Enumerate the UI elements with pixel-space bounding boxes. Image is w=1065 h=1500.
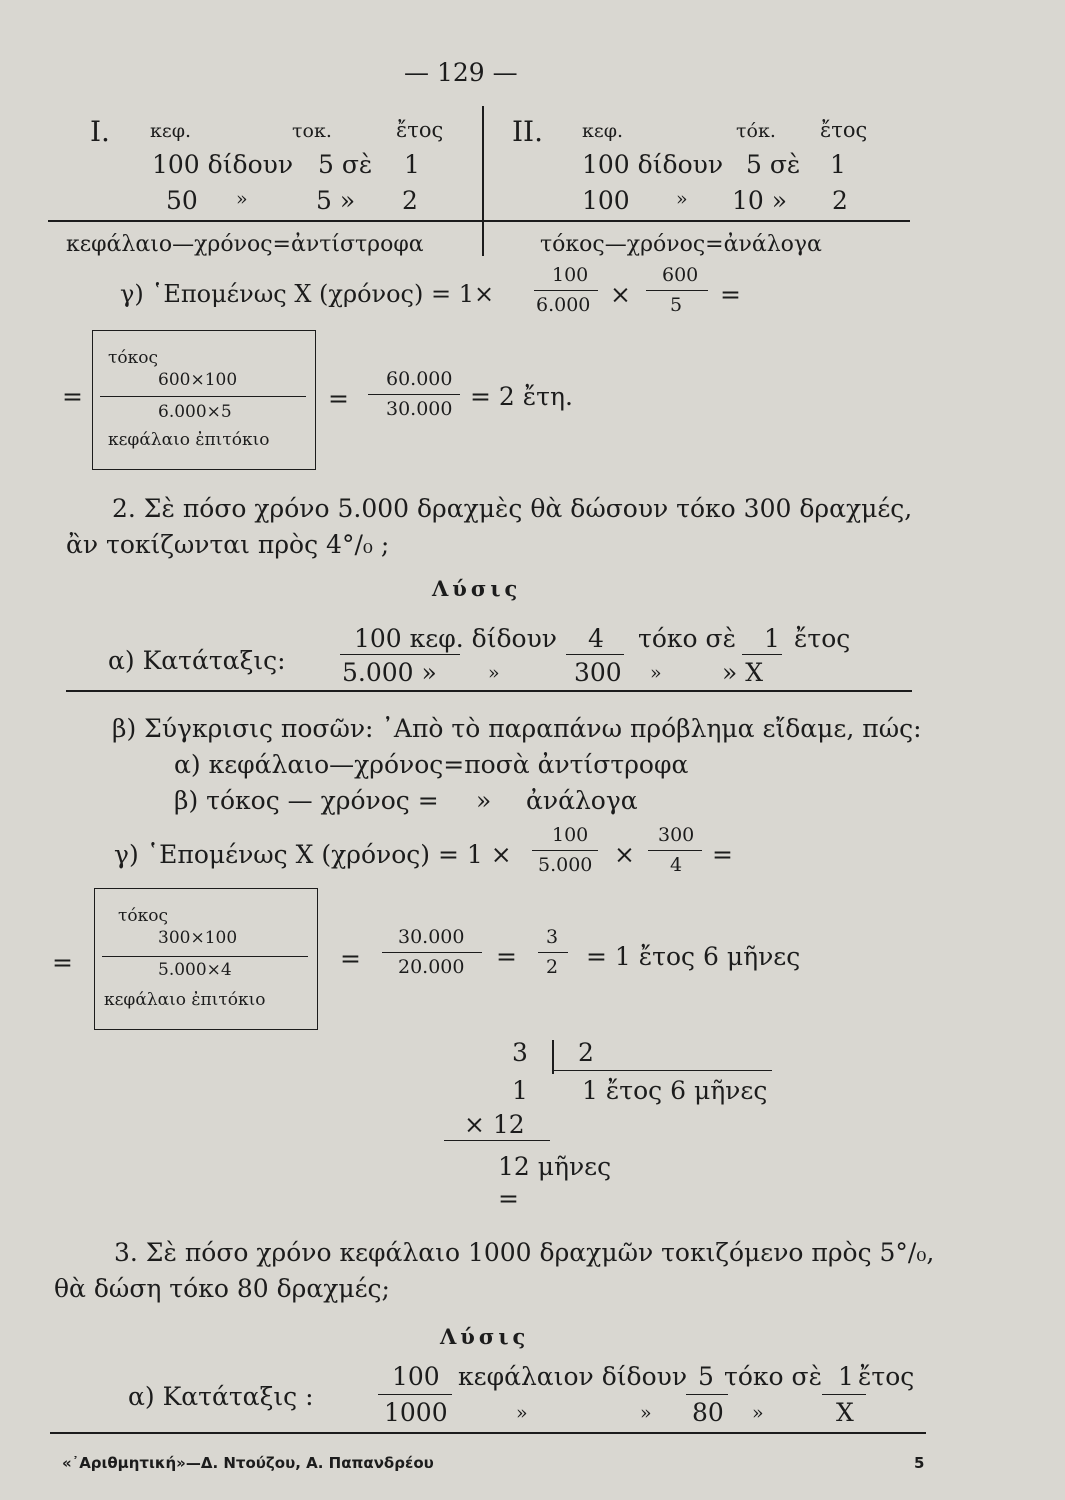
division-quotient: 1 ἔτος 6 μῆνες bbox=[582, 1076, 768, 1105]
table-right-numeral: II. bbox=[512, 115, 544, 148]
example1-frac2-den: 5 bbox=[670, 294, 683, 316]
division-quotient-bar bbox=[552, 1070, 772, 1071]
problem2-gamma-frac1-num: 100 bbox=[552, 824, 589, 846]
example1-frac2-num: 600 bbox=[662, 264, 699, 286]
table-left-header-tok: τοκ. bbox=[292, 120, 332, 142]
table-left-row1-a: 100 δίδουν bbox=[152, 150, 294, 179]
example2-frac1-bar bbox=[382, 952, 482, 953]
problem2-line1: 2. Σὲ πόσο χρόνο 5.000 δραχμὲς θὰ δώσουν τόκο 300 δραχμές, bbox=[112, 494, 913, 523]
problem2-gamma-frac2-bar bbox=[648, 850, 702, 851]
table-vertical-divider bbox=[482, 106, 484, 256]
problem3-row1-d: τόκο σὲ bbox=[724, 1362, 822, 1391]
problem3-solution-title: Λύσις bbox=[440, 1324, 530, 1349]
formula-box-num: 600×100 bbox=[158, 370, 238, 390]
problem2-gamma-eq: = bbox=[712, 840, 733, 869]
table-left-numeral: I. bbox=[90, 115, 110, 148]
page-number: — 129 — bbox=[404, 58, 518, 87]
problem2-row1-a: 100 κεφ. δίδουν bbox=[354, 624, 557, 653]
problem2-row2-e: » X bbox=[722, 658, 764, 687]
example1-times: × bbox=[610, 280, 631, 309]
table-right-row2-b: » bbox=[676, 188, 688, 210]
problem2-line2: ἂν τοκίζωνται πρὸς 4°/₀ ; bbox=[66, 530, 390, 559]
table-right-row2-c: 10 » bbox=[732, 186, 788, 215]
problem3-row1-f: ἔτος bbox=[858, 1362, 915, 1391]
problem3-row2-c: » bbox=[640, 1402, 652, 1424]
table-left-row1-b: 5 σὲ bbox=[318, 150, 373, 179]
problem2-gamma-text: γ) ῾Επομένως X (χρόνος) = 1 × bbox=[114, 840, 512, 869]
problem2-row2-b: » bbox=[488, 662, 500, 684]
formula-box2-den: 5.000×4 bbox=[158, 960, 232, 980]
formula-box-bottom-label: κεφάλαιο ἐπιτόκιο bbox=[108, 430, 270, 450]
formula-box2-bar bbox=[102, 956, 308, 957]
example1-frac2-bar bbox=[646, 290, 708, 291]
formula-box2-bottom-label: κεφάλαιο ἐπιτόκιο bbox=[104, 990, 266, 1010]
problem2-gamma-frac1-den: 5.000 bbox=[538, 854, 593, 876]
problem2-gamma-frac2-num: 300 bbox=[658, 824, 695, 846]
table-right-row2-d: 2 bbox=[832, 186, 848, 215]
table-right-row1-b: 5 σὲ bbox=[746, 150, 801, 179]
problem3-rule bbox=[50, 1432, 926, 1434]
problem2-beta-b-text: β) τόκος — χρόνος = bbox=[174, 786, 439, 815]
problem2-alpha-label: α) Κατάταξις: bbox=[108, 646, 286, 675]
problem2-row1-c: τόκο σὲ bbox=[638, 624, 736, 653]
problem2-row2-d: » bbox=[650, 662, 662, 684]
footer-citation: «᾿Αριθμητική»—Δ. Ντούζου, Α. Παπανδρέου bbox=[62, 1454, 434, 1472]
example2-eq1: = bbox=[340, 944, 361, 973]
problem2-bar-kef bbox=[340, 654, 460, 655]
example1-frac1-num: 100 bbox=[552, 264, 589, 286]
example1-result-num: 60.000 bbox=[386, 368, 453, 390]
example2-frac2-bar bbox=[538, 952, 568, 953]
example2-frac1-den: 20.000 bbox=[398, 956, 465, 978]
problem2-row2-c: 300 bbox=[574, 658, 622, 687]
problem3-bar-tokos bbox=[686, 1394, 728, 1395]
example2-frac1-num: 30.000 bbox=[398, 926, 465, 948]
problem3-row2-d: 80 bbox=[692, 1398, 724, 1427]
example1-gamma-text: γ) ῾Επομένως X (χρόνος) = 1× bbox=[120, 280, 495, 308]
problem2-row1-d: 1 bbox=[764, 624, 780, 653]
problem3-bar-kef bbox=[378, 1394, 452, 1395]
example1-result-bar bbox=[368, 394, 460, 395]
formula-box-den: 6.000×5 bbox=[158, 402, 232, 422]
table-left-row1-c: 1 bbox=[404, 150, 420, 179]
problem3-row1-b: κεφάλαιον δίδουν bbox=[458, 1362, 688, 1391]
problem3-line1: 3. Σὲ πόσο χρόνο κεφάλαιο 1000 δραχμῶν τοκιζόμενο πρὸς 5°/₀, bbox=[114, 1238, 935, 1267]
formula-box2-top-label: τόκος bbox=[118, 906, 169, 926]
example1-box-eq-left: = bbox=[62, 382, 83, 411]
formula-box2-num: 300×100 bbox=[158, 928, 238, 948]
problem3-row2-a: 1000 bbox=[384, 1398, 448, 1427]
table-right-row2-a: 100 bbox=[582, 186, 630, 215]
example1-frac1-bar bbox=[534, 290, 598, 291]
problem2-solution-title: Λύσις bbox=[432, 576, 522, 601]
problem3-alpha-label: α) Κατάταξις : bbox=[128, 1382, 314, 1411]
table-right-header-etos: ἔτος bbox=[820, 118, 868, 142]
problem2-row1-b: 4 bbox=[588, 624, 604, 653]
division-eq: = bbox=[498, 1184, 519, 1213]
table-right-relation: τόκος—χρόνος=ἀνάλογα bbox=[540, 232, 822, 257]
table-left-row2-b: » bbox=[236, 188, 248, 210]
table-left-row2-a: 50 bbox=[166, 186, 198, 215]
example1-result: = 2 ἔτη. bbox=[470, 382, 573, 411]
problem2-beta-a: α) κεφάλαιο—χρόνος=ποσὰ ἀντίστροφα bbox=[174, 750, 689, 779]
problem3-row1-c: 5 bbox=[698, 1362, 714, 1391]
table-horizontal-rule bbox=[48, 220, 910, 222]
problem2-gamma-frac2-den: 4 bbox=[670, 854, 683, 876]
table-left-relation: κεφάλαιο—χρόνος=ἀντίστροφα bbox=[66, 232, 424, 257]
division-divisor: 2 bbox=[578, 1038, 594, 1067]
problem3-row2-f: X bbox=[836, 1398, 854, 1427]
problem3-bar-etos bbox=[822, 1394, 866, 1395]
table-right-header-kef: κεφ. bbox=[582, 120, 624, 142]
table-right-header-tok: τόκ. bbox=[736, 120, 776, 142]
example2-frac2-den: 2 bbox=[546, 956, 559, 978]
example1-result-den: 30.000 bbox=[386, 398, 453, 420]
problem2-row2-a: 5.000 » bbox=[342, 658, 437, 687]
division-multiply: × 12 bbox=[464, 1110, 525, 1139]
example1-frac1-den: 6.000 bbox=[536, 294, 591, 316]
table-left-header-kef: κεφ. bbox=[150, 120, 192, 142]
division-vertical-bar bbox=[552, 1040, 554, 1074]
problem2-rule bbox=[66, 690, 912, 692]
example2-eq2: = bbox=[496, 942, 517, 971]
problem2-bar-etos bbox=[742, 654, 782, 655]
problem3-row1-a: 100 bbox=[392, 1362, 440, 1391]
division-product-bar bbox=[444, 1140, 550, 1141]
table-right-row1-a: 100 δίδουν bbox=[582, 150, 724, 179]
problem2-beta-b-ditto: » bbox=[476, 786, 492, 815]
formula-box-top-label: τόκος bbox=[108, 348, 159, 368]
problem2-bar-tokos bbox=[566, 654, 624, 655]
problem3-row2-e: » bbox=[752, 1402, 764, 1424]
table-left-row2-c: 5 » bbox=[316, 186, 356, 215]
example2-box-eq-left: = bbox=[52, 948, 73, 977]
table-right-row1-c: 1 bbox=[830, 150, 846, 179]
table-left-header-etos: ἔτος bbox=[396, 118, 444, 142]
example1-eq: = bbox=[720, 280, 741, 309]
problem3-row1-e: 1 bbox=[838, 1362, 854, 1391]
problem2-beta-b-relation: ἀνάλογα bbox=[526, 786, 638, 815]
formula-box-bar bbox=[100, 396, 306, 397]
problem2-gamma-frac1-bar bbox=[532, 850, 598, 851]
table-left-row2-d: 2 bbox=[402, 186, 418, 215]
example2-frac2-num: 3 bbox=[546, 926, 559, 948]
example1-box-eq: = bbox=[328, 384, 349, 413]
footer-signature-mark: 5 bbox=[914, 1454, 925, 1472]
problem2-beta: β) Σύγκρισις ποσῶν: ᾿Απὸ τὸ παραπάνω πρόβλημα εἴδαμε, πώς: bbox=[112, 714, 922, 743]
problem2-gamma-times: × bbox=[614, 840, 635, 869]
division-remainder: 1 bbox=[512, 1076, 528, 1105]
division-months: 12 μῆνες bbox=[498, 1152, 612, 1181]
problem3-line2: θὰ δώση τόκο 80 δραχμές; bbox=[54, 1274, 390, 1303]
problem2-row1-e: ἔτος bbox=[794, 624, 851, 653]
example2-result: = 1 ἔτος 6 μῆνες bbox=[586, 942, 801, 971]
problem3-row2-b: » bbox=[516, 1402, 528, 1424]
division-dividend: 3 bbox=[512, 1038, 528, 1067]
